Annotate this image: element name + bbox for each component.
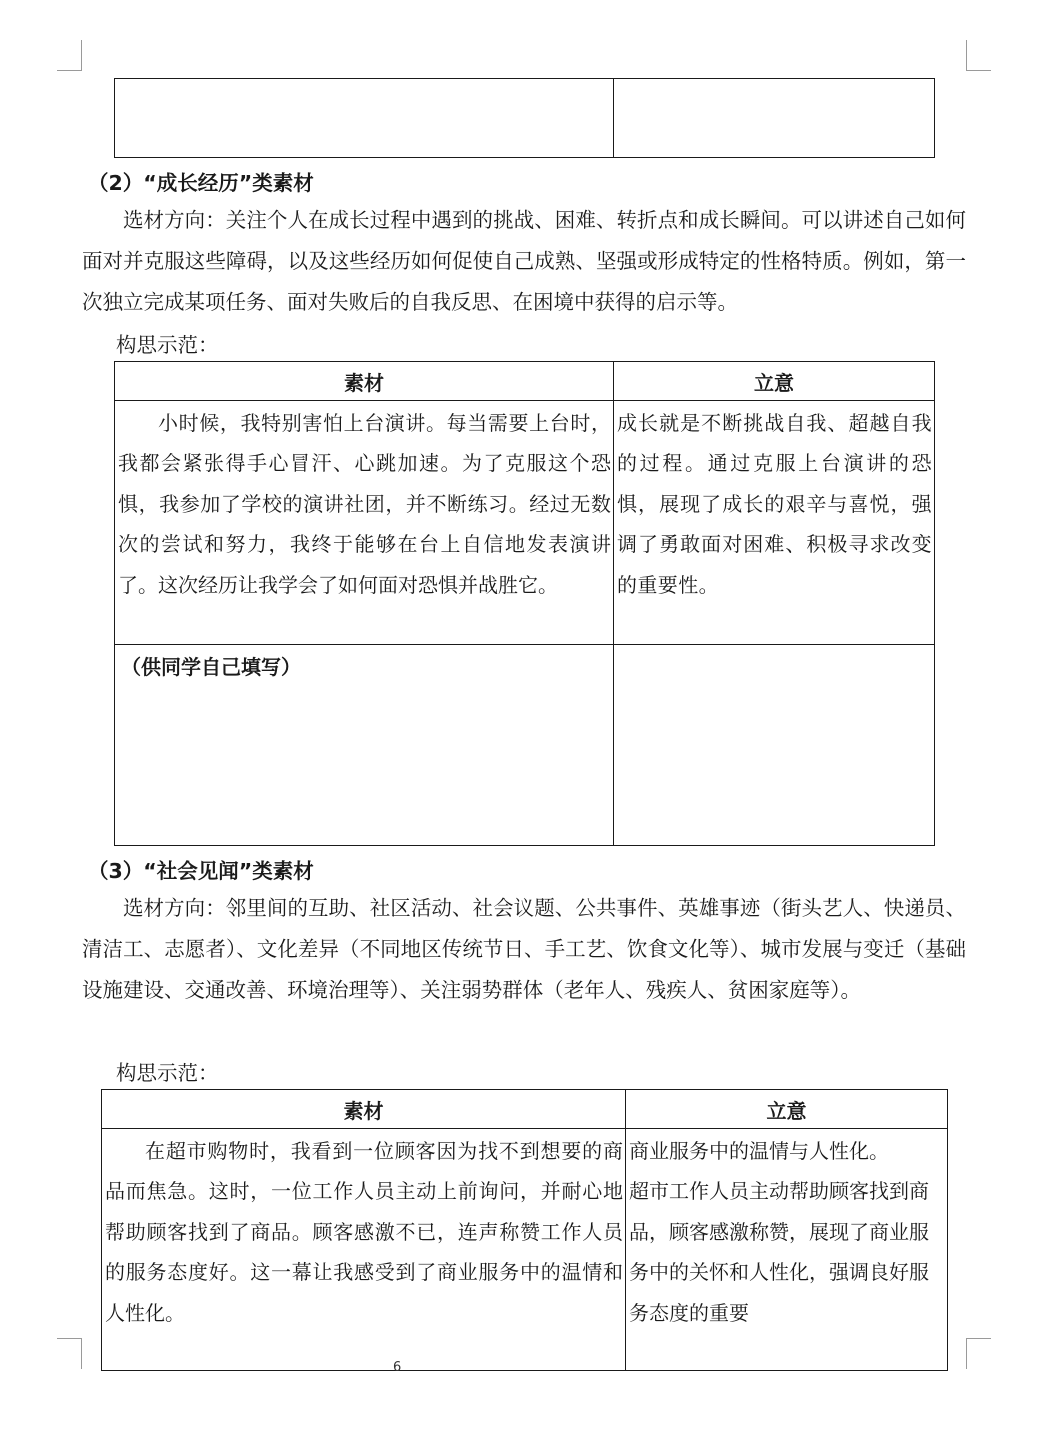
crop-mark-top-right	[966, 40, 991, 71]
crop-mark-top-left	[57, 40, 82, 71]
crop-mark-bottom-right	[966, 1338, 991, 1369]
col-header-material: 素材	[115, 362, 614, 401]
section2-heading: （2）“成长经历”类素材	[88, 171, 314, 195]
fill-in-theme-cell	[614, 645, 935, 846]
theme-title: 商业服务中的温情与人性化。	[629, 1139, 889, 1163]
col-header-theme: 立意	[626, 1090, 948, 1129]
fill-in-cell	[115, 645, 614, 846]
theme-text: 成长就是不断挑战自我、超越自我的过程。通过克服上台演讲的恐惧，展现了成长的艰辛与喜悦，强调了勇敢面对困难、积极寻求改变的重要性。	[617, 411, 932, 597]
col-header-material: 素材	[102, 1090, 626, 1129]
col-header-theme: 立意	[614, 362, 935, 401]
continued-table	[114, 78, 935, 158]
section2-direction: 选材方向：关注个人在成长过程中遇到的挑战、困难、转折点和成长瞬间。可以讲述自己如何面对并克服这些障碍，以及这些经历如何促使自己成熟、坚强或形成特定的性格特质。例如，第一次独立完成某项任务、面对失败后的自我反思、在困境中获得的启示等。	[82, 208, 966, 314]
material-cell	[102, 1129, 626, 1371]
page-number: 6	[393, 1360, 402, 1375]
material-cell	[115, 401, 614, 645]
table-row	[115, 645, 935, 846]
section3-table	[101, 1089, 948, 1371]
theme-cell	[626, 1129, 948, 1371]
empty-material-cell	[115, 79, 614, 158]
theme-text: 超市工作人员主动帮助顾客找到商品，顾客感激称赞，展现了商业服务中的关怀和人性化，强调良好服务态度的重要	[629, 1179, 929, 1325]
section3-direction: 选材方向：邻里间的互助、社区活动、社会议题、公共事件、英雄事迹（街头艺人、快递员、清洁工、志愿者）、文化差异（不同地区传统节日、手工艺、饮食文化等）、城市发展与变迁（基础设施建设、交通改善、环境治理等）、关注弱势群体（老年人、残疾人、贫困家庭等）。	[82, 896, 966, 1002]
section2-example-label: 构思示范：	[116, 333, 219, 357]
material-text: 小时候，我特别害怕上台演讲。每当需要上台时，我都会紧张得手心冒汗、心跳加速。为了克服这个恐惧，我参加了学校的演讲社团，并不断练习。经过无数次的尝试和努力，我终于能够在台上自信地发表演讲了。这次经历让我学会了如何面对恐惧并战胜它。	[118, 411, 611, 597]
theme-cell	[614, 401, 935, 645]
section2-table	[114, 361, 935, 846]
section3-heading: （3）“社会见闻”类素材	[88, 859, 314, 883]
empty-theme-cell	[614, 79, 935, 158]
fill-in-label: （供同学自己填写）	[121, 655, 301, 679]
material-text: 在超市购物时，我看到一位顾客因为找不到想要的商品而焦急。这时，一位工作人员主动上前询问，并耐心地帮助顾客找到了商品。顾客感激不已，连声称赞工作人员的服务态度好。这一幕让我感受到了商业服务中的温情和人性化。	[105, 1139, 623, 1325]
table-header-row	[102, 1090, 948, 1129]
section3-example-label: 构思示范：	[116, 1061, 219, 1085]
crop-mark-bottom-left	[57, 1338, 82, 1369]
table-row	[102, 1129, 948, 1371]
table-row	[115, 79, 935, 158]
table-header-row	[115, 362, 935, 401]
table-row	[115, 401, 935, 645]
